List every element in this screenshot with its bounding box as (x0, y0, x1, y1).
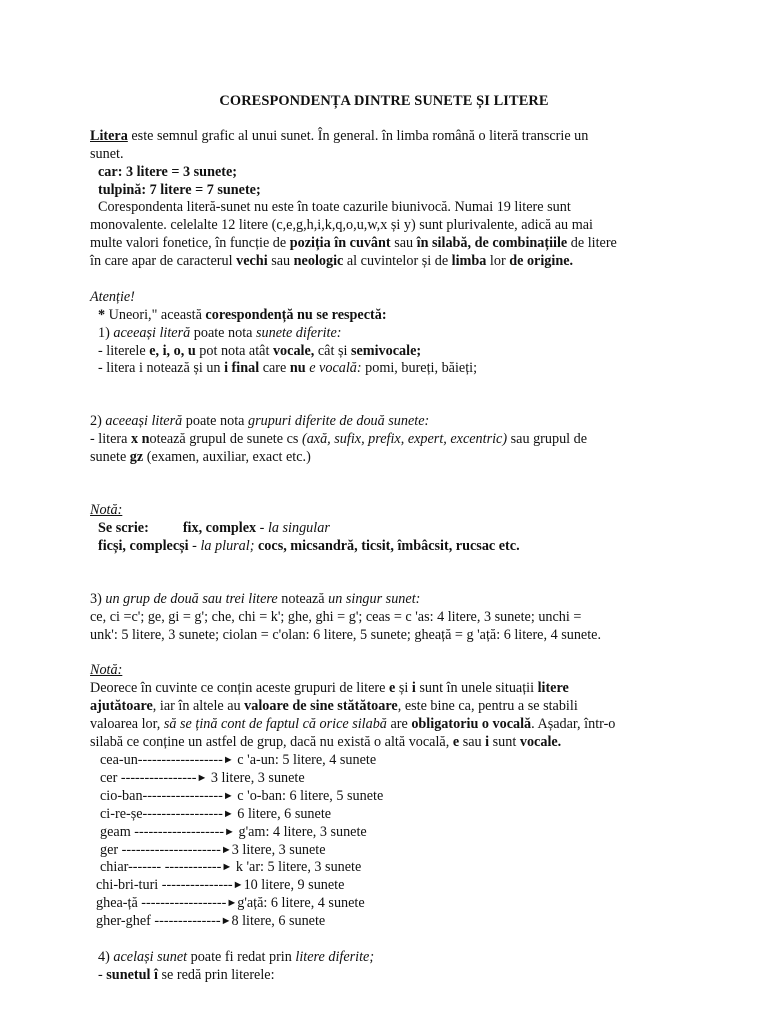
example-row: chi-bri-turi ---------------►10 litere, 9 sunete (96, 877, 345, 893)
bullet-final-i: - litera i notează și un i final care nu e vocală: pomi, bureți, băieți; (98, 360, 478, 376)
note-1-row-1: Se scrie: fix, complex - la singular (98, 520, 330, 536)
subsection-4-heading: 4) același sunet poate fi redat prin litere diferite; (98, 949, 375, 965)
note-2-line-4: silabă ce conține un astfel de grup, dacă nu există o altă vocală, e sau i sunt vocale. (90, 734, 562, 750)
section-3-line-1: ce, ci =c'; ge, gi = g'; che, chi = k'; ghe, ghi = g'; ceas = c 'as: 4 litere, 3 sunete; unchi = (90, 609, 582, 625)
subsection-3-heading: 3) un grup de două sau trei litere notează un singur sunet: (90, 591, 421, 607)
bullet-vowels: - literele e, i, o, u pot nota atât vocale, cât și semivocale; (98, 343, 422, 359)
note-2-line-3: valoarea lor, să se țină cont de faptul că orice silabă are obligatoriu o vocală. Așadar, într-o (90, 716, 616, 732)
arrow-icon: ► (220, 844, 232, 856)
example-row: ci-re-șe-----------------► 6 litere, 6 sunete (100, 806, 332, 822)
note-2-line-1: Deorece în cuvinte ce conțin aceste grupuri de litere e și i sunt în unele situații litere (90, 680, 569, 696)
subsection-2-heading: 2) aceeași literă poate nota grupuri diferite de două sunete: (90, 413, 430, 429)
section-4-line-2: - sunetul î se redă prin literele: (98, 967, 275, 983)
page-title: CORESPONDENȚA DINTRE SUNETE ȘI LITERE (219, 93, 549, 109)
note-2-label: Notă: (90, 662, 123, 678)
arrow-icon: ► (221, 861, 233, 873)
arrow-icon: ► (222, 790, 234, 802)
example-row: gher-ghef --------------►8 litere, 6 sunete (96, 913, 326, 929)
example-row: cio-ban-----------------► c 'o-ban: 6 litere, 5 sunete (100, 788, 384, 804)
arrow-icon: ► (222, 754, 234, 766)
intro-line-1: Litera este semnul grafic al unui sunet. În general. în limba română o literă transcrie un (90, 128, 589, 144)
para-line-4: în care apar de caracterul vechi sau neologic al cuvintelor și de limba lor de origine. (90, 253, 574, 269)
example-row: ger ---------------------►3 litere, 3 sunete (100, 842, 326, 858)
section-3-line-2: unk': 5 litere, 3 sunete; ciolan = c'olan: 6 litere, 5 sunete; gheață = g 'ață: 6 litere, 4 sunete. (90, 627, 602, 643)
para-line-3: multe valori fonetice, în funcție de poziția în cuvânt sau în silabă, de combinațiile de litere (90, 235, 617, 251)
attention-label: Atenție! (90, 289, 135, 305)
x-line-2: sunete gz (examen, auxiliar, exact etc.) (90, 449, 311, 465)
para-line-1: Corespondenta literă-sunet nu este în toate cazurile biunivocă. Numai 19 litere sunt (98, 199, 571, 215)
example-row: ghea-ță ------------------►g'ață: 6 litere, 4 sunete (96, 895, 365, 911)
arrow-icon: ► (224, 826, 235, 838)
note-2-line-2: ajutătoare, iar în altele au valoare de sine stătătoare, este bine ca, pentru a se stabili (90, 698, 578, 714)
para-line-2: monovalente. celelalte 12 litere (c,e,g,h,i,k,q,o,u,w,x și y) sunt plurivalente, adică au mai (90, 217, 593, 233)
note-1-row-2: ficși, complecși - la plural; cocs, micsandră, ticsit, îmbâcsit, rucsac etc. (98, 538, 520, 554)
arrow-icon: ► (232, 879, 244, 891)
example-row: cea-un------------------► c 'a-un: 5 litere, 4 sunete (100, 752, 377, 768)
subsection-1-heading: 1) aceeași literă poate nota sunete diferite: (98, 325, 342, 341)
attention-line-1: * Uneori," această corespondență nu se respectă: (98, 307, 387, 323)
example-car: car: 3 litere = 3 sunete; (98, 164, 238, 180)
intro-line-2: sunet. (90, 146, 124, 162)
arrow-icon: ► (196, 772, 208, 784)
arrow-icon: ► (220, 915, 232, 927)
arrow-icon: ► (226, 897, 238, 909)
note-1-label: Notă: (90, 502, 123, 518)
example-row: geam -------------------► g'am: 4 litere, 3 sunete (100, 824, 367, 840)
example-row: cer ----------------► 3 litere, 3 sunete (100, 770, 305, 786)
example-tulpina: tulpină: 7 litere = 7 sunete; (98, 182, 261, 198)
x-line-1: - litera x notează grupul de sunete cs (axă, sufix, prefix, expert, excentric) sau grupul de (90, 431, 588, 447)
arrow-icon: ► (222, 808, 234, 820)
example-row: chiar------- ------------► k 'ar: 5 litere, 3 sunete (100, 859, 362, 875)
